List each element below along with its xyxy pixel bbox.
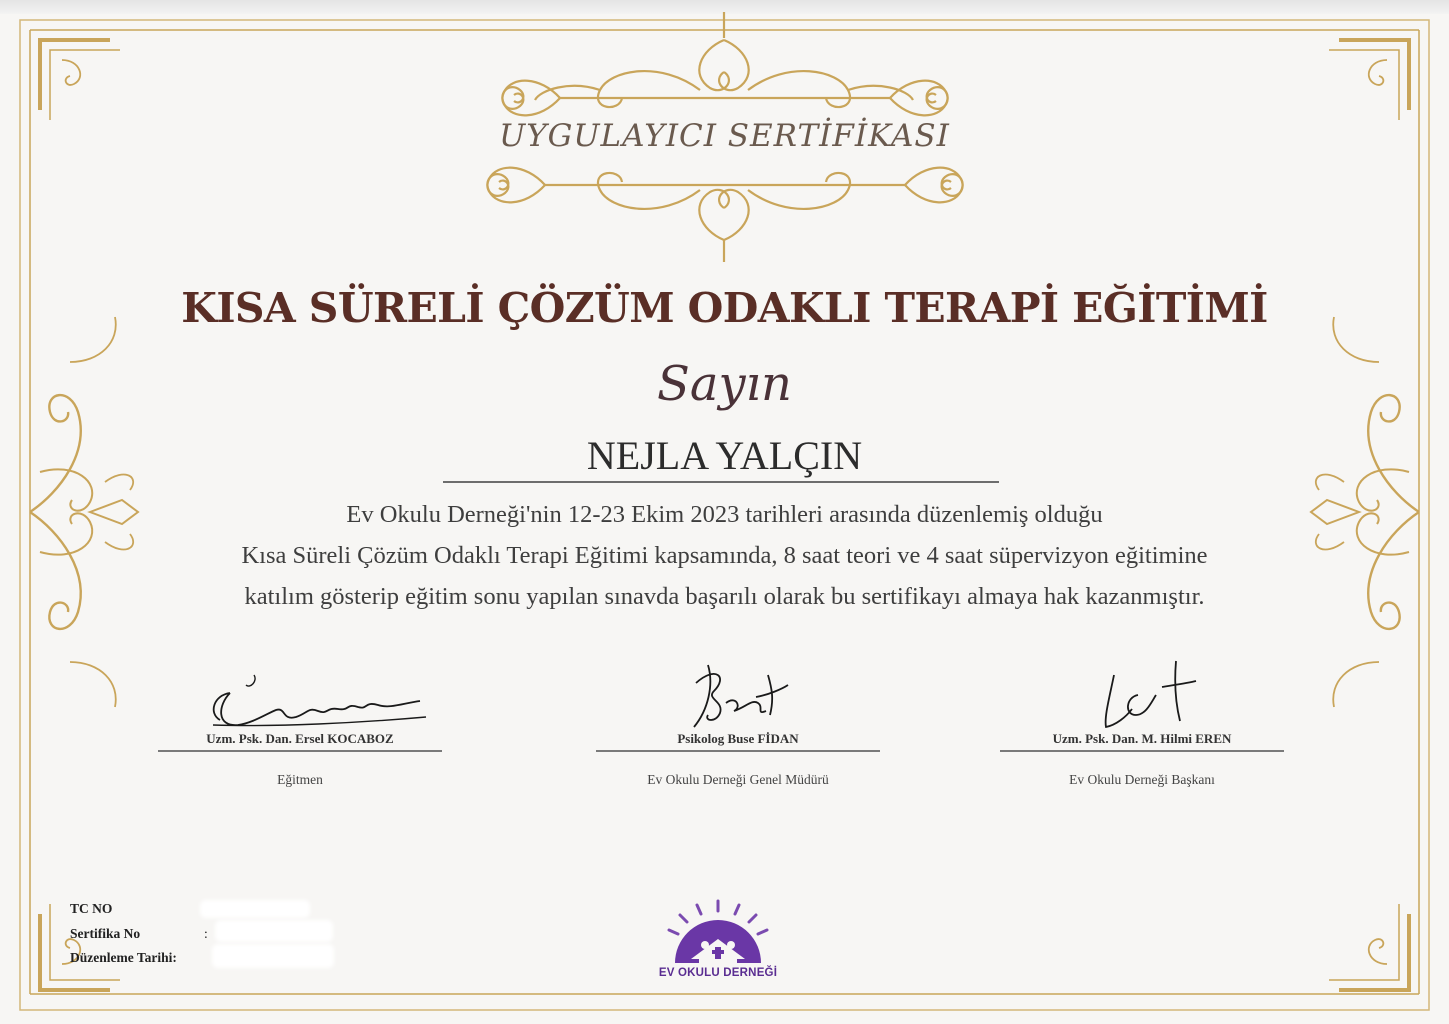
certificate-info	[70, 897, 216, 971]
signatory-role: Ev Okulu Derneği Genel Müdürü	[647, 772, 829, 787]
cert-no-row	[70, 922, 216, 947]
name-underline	[443, 481, 999, 483]
greeting: Sayın	[657, 356, 792, 412]
tc-label: TC NO	[70, 901, 113, 916]
date-label: Düzenleme Tarihi:	[70, 950, 177, 965]
body-line: Kısa Süreli Çözüm Odaklı Terapi Eğitimi kapsamında, 8 saat teori ve 4 saat süpervizyon eğitimine	[241, 542, 1208, 569]
signatory-role: Eğitmen	[277, 772, 323, 787]
redacted-date	[212, 944, 334, 968]
redacted-tc	[200, 900, 310, 918]
signature-line	[1000, 750, 1284, 752]
colon: :	[204, 925, 208, 941]
logo-text: EV OKULU DERNEĞİ	[658, 967, 778, 979]
signature-block-president	[1000, 731, 1284, 788]
redacted-cert-no	[215, 920, 333, 942]
cert-no-label: Sertifika No	[70, 925, 141, 941]
date-row	[70, 946, 216, 971]
signatory-role: Ev Okulu Derneği Başkanı	[1069, 772, 1215, 787]
certificate-type-title: UYGULAYICI SERTİFİKASI	[499, 118, 950, 154]
certificate-body	[110, 494, 1339, 617]
recipient-name: NEJLA YALÇIN	[586, 433, 863, 478]
signature-line	[158, 750, 442, 752]
signatory-name: Psikolog Buse FİDAN	[677, 731, 799, 746]
signature-block-instructor	[158, 731, 442, 788]
signature-line	[596, 750, 880, 752]
signatory-name: Uzm. Psk. Dan. Ersel KOCABOZ	[206, 731, 394, 746]
signature-block-director	[596, 731, 880, 788]
tc-row	[70, 897, 216, 922]
body-line: Ev Okulu Derneği'nin 12-23 Ekim 2023 tarihleri arasında düzenlemiş olduğu	[346, 501, 1103, 528]
training-title: KISA SÜRELİ ÇÖZÜM ODAKLI TERAPİ EĞİTİMİ	[181, 284, 1268, 332]
body-line: katılım gösterip eğitim sonu yapılan sınavda başarılı olarak bu sertifikayı almaya hak kazanmıştır.	[244, 583, 1205, 610]
signatory-name: Uzm. Psk. Dan. M. Hilmi EREN	[1052, 731, 1232, 746]
